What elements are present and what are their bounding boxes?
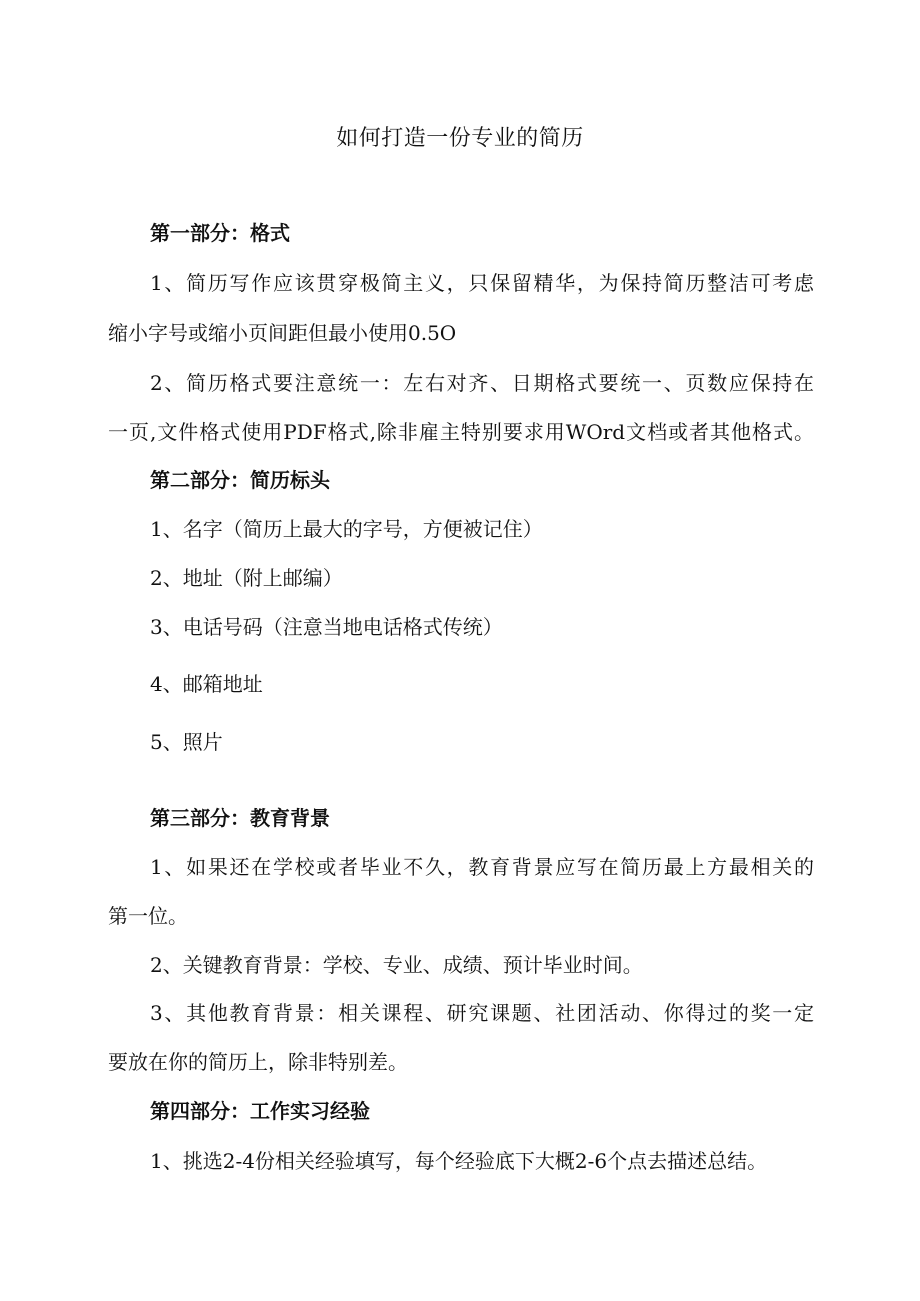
header-item-5: 5、照片 [150, 730, 223, 754]
education-item-1-line-2: 第一位。 [108, 904, 188, 928]
section-heading-format: 第一部分：格式 [150, 221, 290, 245]
section-heading-resume-header: 第二部分：简历标头 [150, 468, 330, 492]
format-item-2-line-1: 2、简历格式要注意统一：左右对齐、日期格式要统一、页数应保持在 [150, 371, 814, 395]
work-item-1: 1、挑选2-4份相关经验填写，每个经验底下大概2-6个点去描述总结。 [150, 1149, 768, 1173]
document-title: 如何打造一份专业的简历 [336, 126, 584, 151]
format-item-2-line-2: 一页,文件格式使用PDF格式,除非雇主特别要求用WOrd文档或者其他格式。 [108, 420, 814, 444]
education-item-3-line-2: 要放在你的简历上，除非特别差。 [108, 1050, 408, 1074]
section-heading-work-experience: 第四部分：工作实习经验 [150, 1099, 370, 1123]
education-item-1-line-1: 1、如果还在学校或者毕业不久，教育背景应写在简历最上方最相关的 [150, 855, 814, 879]
education-item-2: 2、关键教育背景：学校、专业、成绩、预计毕业时间。 [150, 953, 643, 977]
header-item-4: 4、邮箱地址 [150, 672, 263, 696]
header-item-3: 3、电话号码（注意当地电话格式传统） [150, 615, 503, 639]
header-item-1: 1、名字（简历上最大的字号，方便被记住） [150, 517, 543, 541]
format-item-1-line-2: 缩小字号或缩小页间距但最小使用0.5O [108, 321, 457, 345]
header-item-2: 2、地址（附上邮编） [150, 566, 343, 590]
format-item-1-line-1: 1、简历写作应该贯穿极简主义，只保留精华，为保持简历整洁可考虑 [150, 271, 814, 295]
education-item-3-line-1: 3、其他教育背景：相关课程、研究课题、社团活动、你得过的奖一定 [150, 1001, 814, 1025]
section-heading-education: 第三部分：教育背景 [150, 806, 330, 830]
